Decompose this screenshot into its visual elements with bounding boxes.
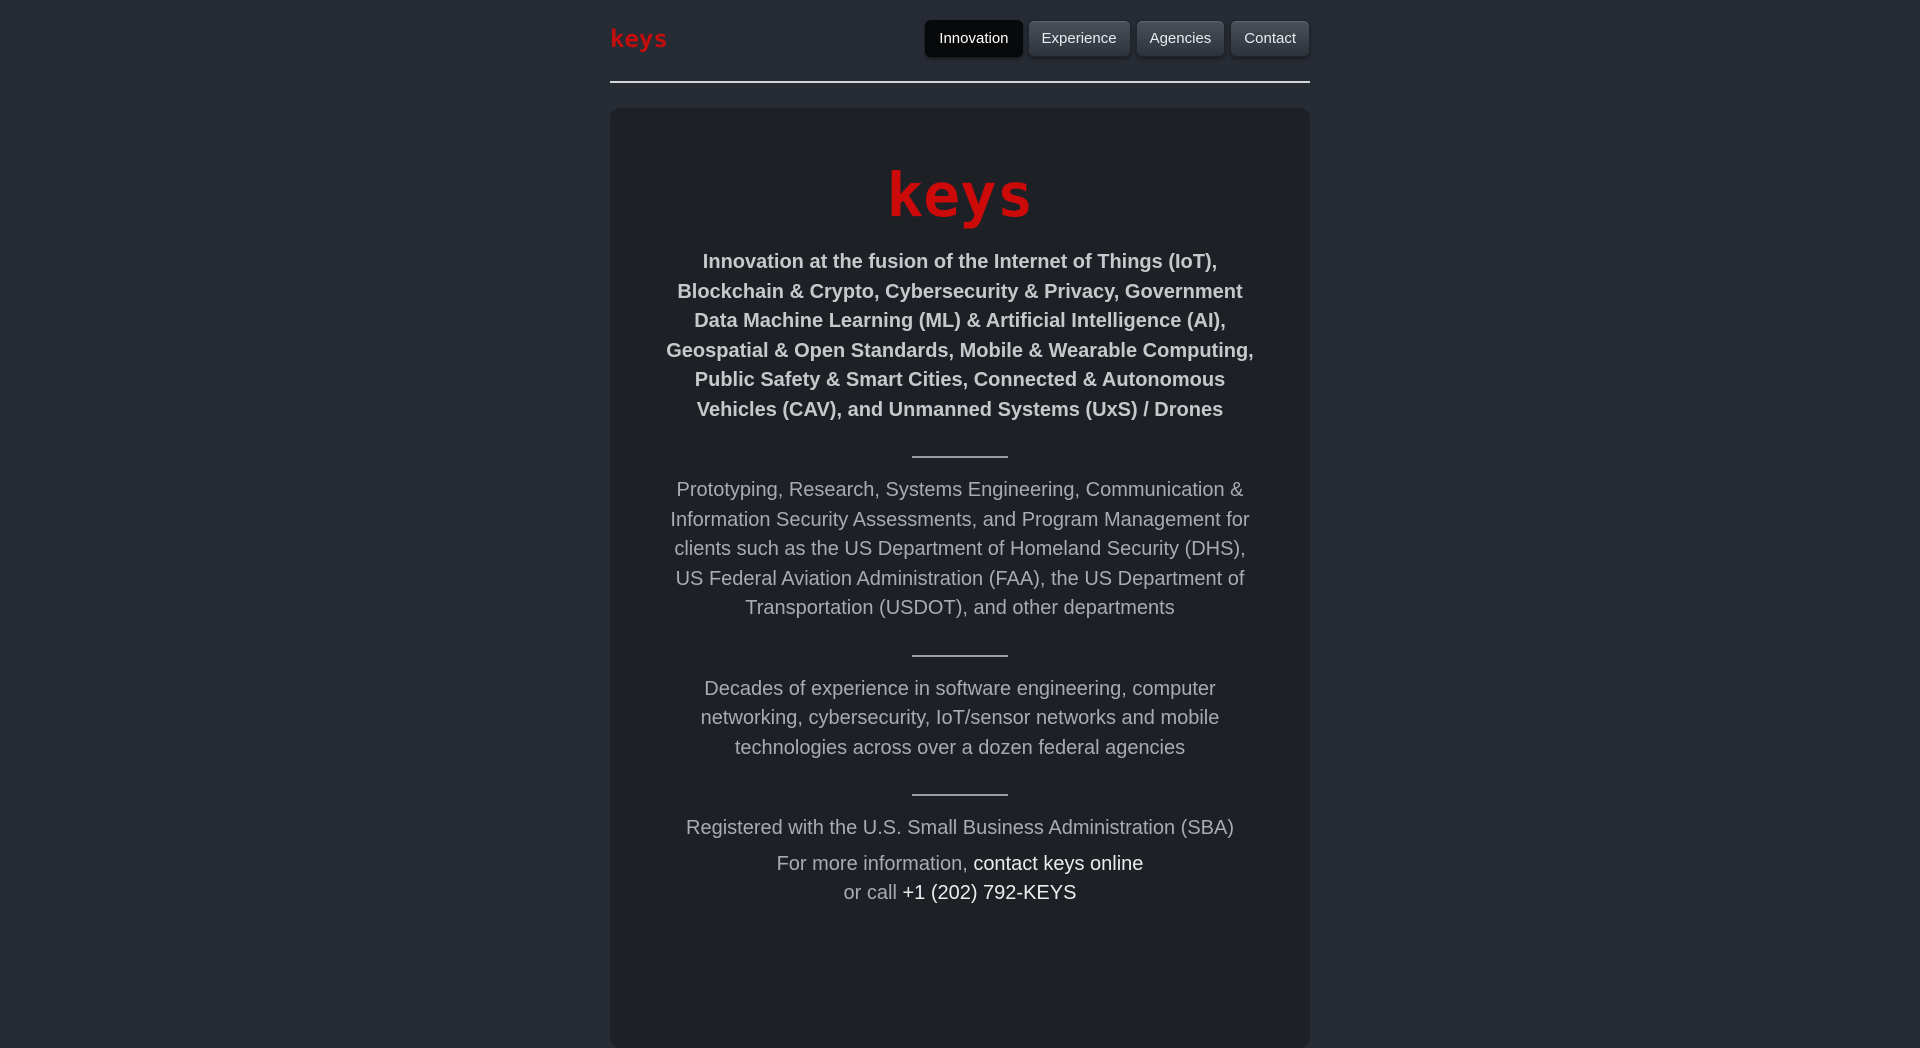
sba-registered-text: Registered with the U.S. Small Business Administration (SBA) — [686, 817, 1234, 839]
page-container — [610, 0, 1310, 1048]
divider — [912, 655, 1008, 657]
card-inner — [663, 160, 1258, 909]
intro-paragraph: Innovation at the fusion of the Internet of Things (IoT), Blockchain & Crypto, Cybersecurity & Privacy, Government Data Machine Learning (ML) & Artificial Intelligence (AI), Geospatial & Open Standards, Mobile & Wearable Computing, Public Safety & Smart Cities, Connected & Autonomous Vehicles (CAV), and Unmanned Systems (UxS) / Drones — [666, 251, 1254, 421]
divider — [912, 794, 1008, 796]
nav-button-contact[interactable]: Contact — [1230, 20, 1310, 57]
main-nav — [925, 20, 1310, 57]
contact-prefix-text: For more information, — [776, 852, 974, 875]
page-title: keys — [886, 160, 1034, 231]
site-header — [610, 0, 1310, 83]
nav-button-innovation[interactable]: Innovation — [925, 20, 1022, 57]
contact-paragraph — [663, 850, 1258, 909]
content-card — [610, 108, 1310, 1048]
nav-button-experience[interactable]: Experience — [1028, 20, 1131, 57]
divider — [912, 456, 1008, 458]
call-prefix-text: or call — [843, 882, 903, 904]
site-logo: keys — [610, 24, 668, 53]
contact-online-link[interactable]: contact keys online — [973, 852, 1144, 875]
nav-button-agencies[interactable]: Agencies — [1136, 20, 1226, 57]
experience-paragraph: Decades of experience in software engineering, computer networking, cybersecurity, IoT/sensor networks and mobile technologies across over a dozen federal agencies — [700, 677, 1220, 759]
phone-link[interactable]: +1 (202) 792-KEYS — [902, 882, 1077, 904]
services-paragraph: Prototyping, Research, Systems Engineering, Communication & Information Security Assessments, and Program Management for clients such as the US Department of Homeland Security (DHS), US Federal Aviation Administration (FAA), the US Department of Transportation (USDOT), and other departments — [670, 479, 1250, 619]
